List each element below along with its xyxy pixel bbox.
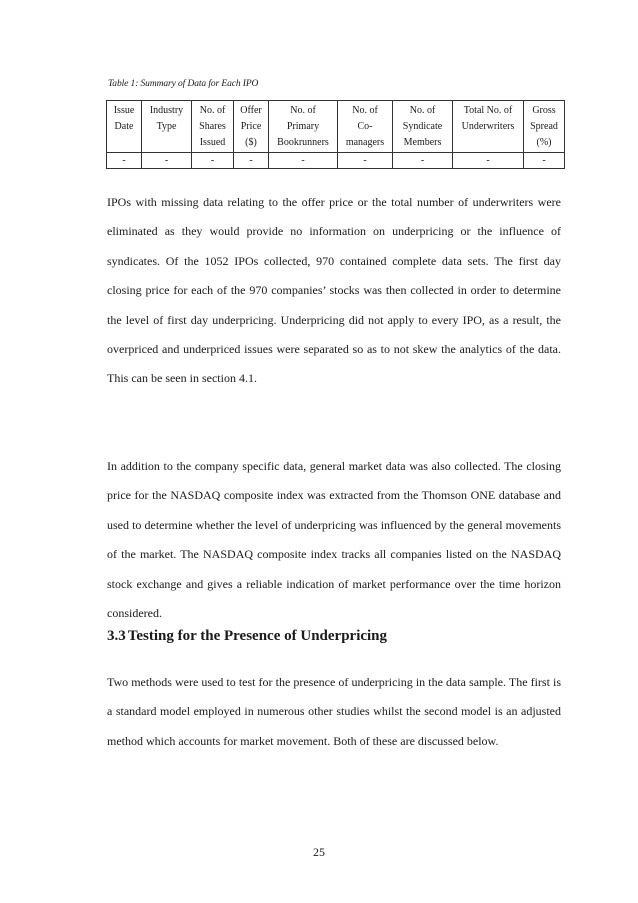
table-cell: - <box>453 153 524 169</box>
table-cell: - <box>269 153 338 169</box>
section-heading <box>107 628 387 645</box>
header-shares-issued: No. of Shares Issued <box>192 101 234 153</box>
paragraph-market-data: In addition to the company specific data, general market data was also collected. The closing price for the NASDAQ composite index was extracted from the Thomson ONE database and used to determine whether the level of underpricing was influenced by the general movements of the market. The NASDAQ composite index tracks all companies listed on the NASDAQ stock exchange and gives a reliable indication of market performance over the time horizon considered. <box>107 459 561 621</box>
table-cell: - <box>107 153 142 169</box>
paragraph-test-methods: Two methods were used to test for the presence of underpricing in the data sample. The first is a standard model employed in numerous other studies whilst the second model is an adjusted method which accounts for market movement. Both of these are discussed below. <box>107 675 561 748</box>
page-number: 25 <box>313 845 325 859</box>
table-cell: - <box>192 153 234 169</box>
section-title: Testing for the Presence of Underpricing <box>127 628 388 644</box>
header-primary-bookrunners: No. of Primary Bookrunners <box>269 101 338 153</box>
table-cell: - <box>524 153 565 169</box>
table-cell: - <box>142 153 192 169</box>
table-cell: - <box>234 153 269 169</box>
table-caption: Table 1: Summary of Data for Each IPO <box>108 79 259 89</box>
header-industry-type: Industry Type <box>142 101 192 153</box>
header-offer-price: Offer Price ($) <box>234 101 269 153</box>
table-row <box>107 153 565 169</box>
header-syndicate-members: No. of Syndicate Members <box>393 101 453 153</box>
table-header-row <box>107 101 565 153</box>
table-cell: - <box>393 153 453 169</box>
header-co-managers: No. of Co- managers <box>338 101 393 153</box>
header-total-underwriters: Total No. of Underwriters <box>453 101 524 153</box>
header-issue-date: Issue Date <box>107 101 142 153</box>
paragraph-data-cleaning: IPOs with missing data relating to the offer price or the total number of underwriters were eliminated as they would provide no information on underpricing or the influence of syndicates. Of the 1052 IPOs collected, 970 contained complete data sets. The first day closing price for each of the 970 companies’ stocks was then collected in order to determine the level of first day underpricing. Underpricing did not apply to every IPO, as a result, the overpriced and underpriced issues were separated so as to not skew the analytics of the data. This can be seen in section 4.1. <box>107 195 561 386</box>
table-cell: - <box>338 153 393 169</box>
ipo-summary-table <box>106 100 565 169</box>
header-gross-spread: Gross Spread (%) <box>524 101 565 153</box>
section-number: 3.3 <box>107 628 126 644</box>
